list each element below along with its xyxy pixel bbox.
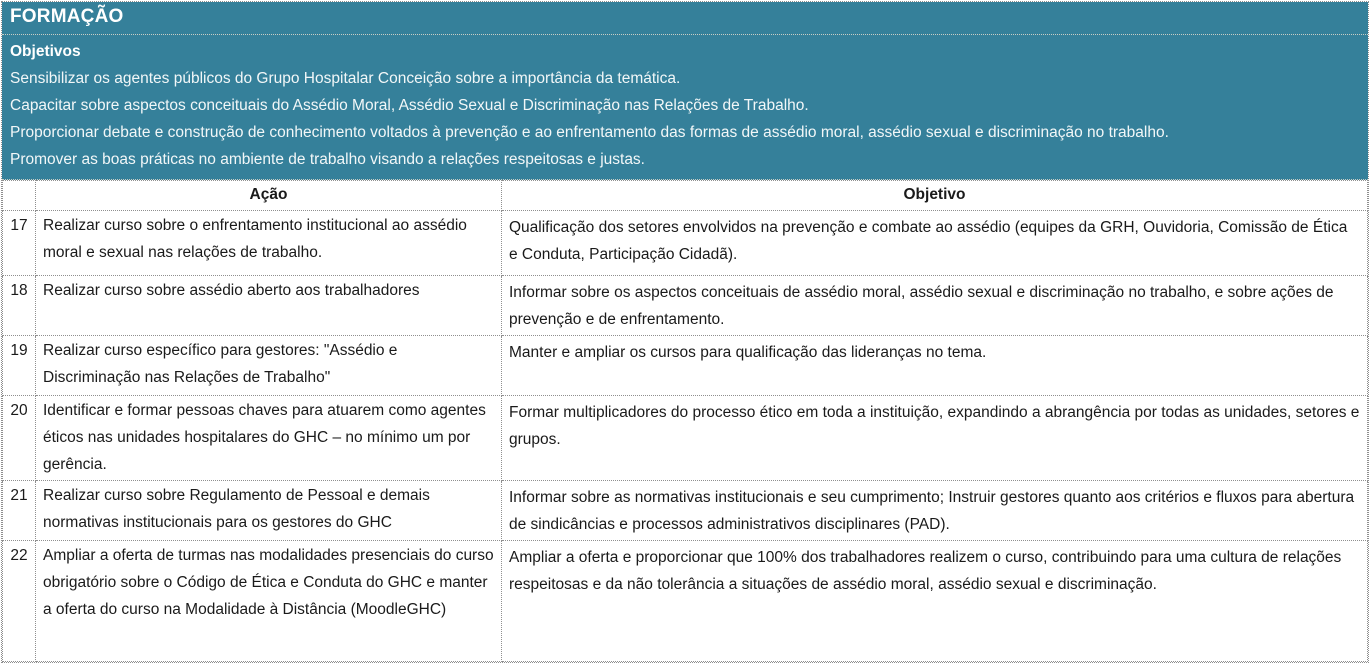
formacao-document — [1, 1, 1369, 663]
table-row — [3, 336, 1368, 396]
acao-cell: Realizar curso específico para gestores: "Assédio e Discriminação nas Relações de Trabalho" — [36, 336, 502, 396]
row-number-cell: 20 — [3, 396, 36, 481]
objetivo-cell: Ampliar a oferta e proporcionar que 100% dos trabalhadores realizem o curso, contribuindo para uma cultura de relações respeitosas e da não tolerância a situações de assédio moral, assédio sexual e discriminação. — [502, 541, 1368, 662]
table-header-row — [3, 181, 1368, 211]
objetivo-line: Sensibilizar os agentes públicos do Grupo Hospitalar Conceição sobre a importância da temática. — [10, 70, 681, 87]
objetivo-cell: Informar sobre as normativas institucionais e seu cumprimento; Instruir gestores quanto aos critérios e fluxos para abertura de sindicâncias e processos administrativos disciplinares (PAD). — [502, 481, 1368, 541]
objetivo-line: Proporcionar debate e construção de conhecimento voltados à prevenção e ao enfrentamento das formas de assédio moral, assédio sexual e discriminação no trabalho. — [10, 124, 1169, 141]
acao-cell: Realizar curso sobre o enfrentamento institucional ao assédio moral e sexual nas relações de trabalho. — [36, 211, 502, 276]
objetivo-cell: Formar multiplicadores do processo ético em toda a instituição, expandindo a abrangência por todas as unidades, setores e grupos. — [502, 396, 1368, 481]
table-row — [3, 396, 1368, 481]
row-number-cell: 18 — [3, 276, 36, 336]
objetivos-section — [2, 35, 1368, 180]
row-number-cell: 22 — [3, 541, 36, 662]
column-header-objetivo: Objetivo — [502, 181, 1368, 211]
acao-cell: Realizar curso sobre Regulamento de Pessoal e demais normativas institucionais para os gestores do GHC — [36, 481, 502, 541]
objetivo-line: Capacitar sobre aspectos conceituais do Assédio Moral, Assédio Sexual e Discriminação nas Relações de Trabalho. — [10, 97, 809, 114]
objetivo-cell: Qualificação dos setores envolvidos na prevenção e combate ao assédio (equipes da GRH, Ouvidoria, Comissão de Ética e Conduta, Participação Cidadã). — [502, 211, 1368, 276]
objetivos-heading: Objetivos — [10, 43, 81, 60]
acao-cell: Identificar e formar pessoas chaves para atuarem como agentes éticos nas unidades hospitalares do GHC – no mínimo um por gerência. — [36, 396, 502, 481]
objetivo-line: Promover as boas práticas no ambiente de trabalho visando a relações respeitosas e justas. — [10, 151, 645, 168]
table-row — [3, 541, 1368, 662]
row-number-cell: 17 — [3, 211, 36, 276]
row-number-cell: 21 — [3, 481, 36, 541]
table-row — [3, 481, 1368, 541]
column-header-number — [3, 181, 36, 211]
table-row — [3, 276, 1368, 336]
table-row — [3, 211, 1368, 276]
row-number-cell: 19 — [3, 336, 36, 396]
acao-cell: Realizar curso sobre assédio aberto aos trabalhadores — [36, 276, 502, 336]
objetivo-cell: Manter e ampliar os cursos para qualificação das lideranças no tema. — [502, 336, 1368, 396]
acao-cell: Ampliar a oferta de turmas nas modalidades presenciais do curso obrigatório sobre o Código de Ética e Conduta do GHC e manter a oferta do curso na Modalidade à Distância (MoodleGHC) — [36, 541, 502, 662]
section-title-formacao: FORMAÇÃO — [2, 2, 1368, 35]
acoes-formacao-table — [2, 180, 1368, 662]
column-header-acao: Ação — [36, 181, 502, 211]
objetivo-cell: Informar sobre os aspectos conceituais de assédio moral, assédio sexual e discriminação no trabalho, e sobre ações de prevenção e de enfrentamento. — [502, 276, 1368, 336]
